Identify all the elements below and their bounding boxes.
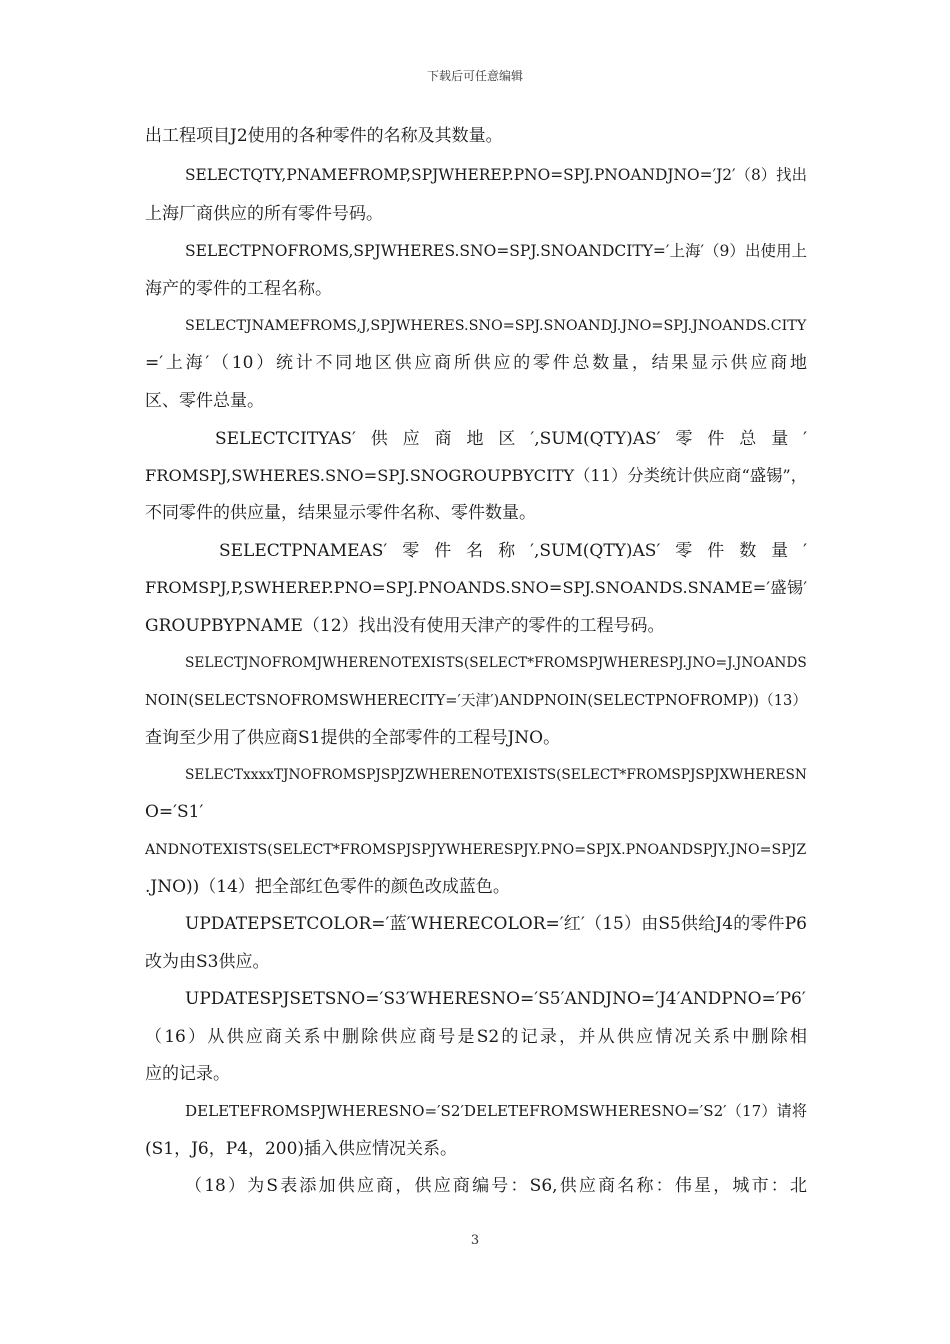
text-line: SELECTxxxxTJNOFROMSPJSPJZWHERENOTEXISTS(SELECT*FROMSPJSPJXWHERESN [185, 767, 807, 783]
text-line: 不同零件的供应量，结果显示零件名称、零件数量。 [145, 503, 536, 523]
text-line: UPDATEPSETCOLOR=′蓝′WHERECOLOR=′红′（15）由S5供给J4的零件P6 [185, 914, 807, 934]
text-line: UPDATESPJSETSNO=′S3′WHERESNO=′S5′ANDJNO=′J4′ANDPNO=′P6′ [185, 989, 806, 1009]
text-line: FROMSPJ,P,SWHEREP.PNO=SPJ.PNOANDS.SNO=SPJ.SNOANDS.SNAME=′盛锡′ [145, 578, 807, 597]
text-line: (S1，J6，P4，200)插入供应情况关系。 [145, 1139, 458, 1159]
text-line: =′上海′（10）统计不同地区供应商所供应的零件总数量，结果显示供应商地 [145, 353, 807, 373]
text-line: 区、零件总量。 [145, 391, 264, 411]
text-line: （16）从供应商关系中删除供应商号是S2的记录，并从供应情况关系中删除相 [145, 1027, 807, 1047]
page-number: 3 [470, 1233, 480, 1248]
text-line: SELECTPNOFROMS,SPJWHERES.SNO=SPJ.SNOANDCITY=′上海′（9）出使用上 [185, 242, 807, 260]
text-line: 出工程项目J2使用的各种零件的名称及其数量。 [145, 126, 503, 146]
text-line: 应的记录。 [145, 1064, 230, 1084]
text-line: SELECTCITYAS′供应商地区′,SUM(QTY)AS′零件总量′ [215, 429, 807, 449]
text-line: .JNO))（14）把全部红色零件的颜色改成蓝色。 [145, 877, 510, 897]
text-line: （18）为S表添加供应商，供应商编号：S6,供应商名称：伟星，城市：北 [185, 1176, 807, 1196]
text-line: FROMSPJ,SWHERES.SNO=SPJ.SNOGROUPBYCITY（11）分类统计供应商“盛锡”， [145, 466, 807, 485]
text-line: DELETEFROMSPJWHERESNO=′S2′DELETEFROMSWHERESNO=′S2′（17）请将 [185, 1102, 807, 1120]
text-line: SELECTQTY,PNAMEFROMP,SPJWHEREP.PNO=SPJ.PNOANDJNO=′J2′（8）找出 [185, 166, 807, 184]
text-line: 改为由S3供应。 [145, 952, 270, 972]
text-line: O=′S1′ [145, 802, 204, 822]
text-line: SELECTJNOFROMJWHERENOTEXISTS(SELECT*FROMSPJWHERESPJ.JNO=J.JNOANDS [185, 655, 807, 671]
text-line: NOIN(SELECTSNOFROMSWHERECITY=′天津′)ANDPNOIN(SELECTPNOFROMP))（13） [145, 692, 807, 709]
text-line: 上海厂商供应的所有零件号码。 [145, 204, 383, 224]
text-line: SELECTJNAMEFROMS,J,SPJWHERES.SNO=SPJ.SNOANDJ.JNO=SPJ.JNOANDS.CITY [185, 318, 807, 334]
page-header: 下载后可任意编辑 [426, 69, 523, 83]
text-line: GROUPBYPNAME（12）找出没有使用天津产的零件的工程号码。 [145, 616, 665, 636]
text-line: SELECTPNAMEAS′零件名称′,SUM(QTY)AS′零件数量′ [219, 541, 807, 561]
text-line: 海产的零件的工程名称。 [145, 279, 332, 299]
text-line: 查询至少用了供应商S1提供的全部零件的工程号JNO。 [145, 728, 561, 748]
text-line: ANDNOTEXISTS(SELECT*FROMSPJSPJYWHERESPJY.PNO=SPJX.PNOANDSPJY.JNO=SPJZ [145, 842, 807, 858]
